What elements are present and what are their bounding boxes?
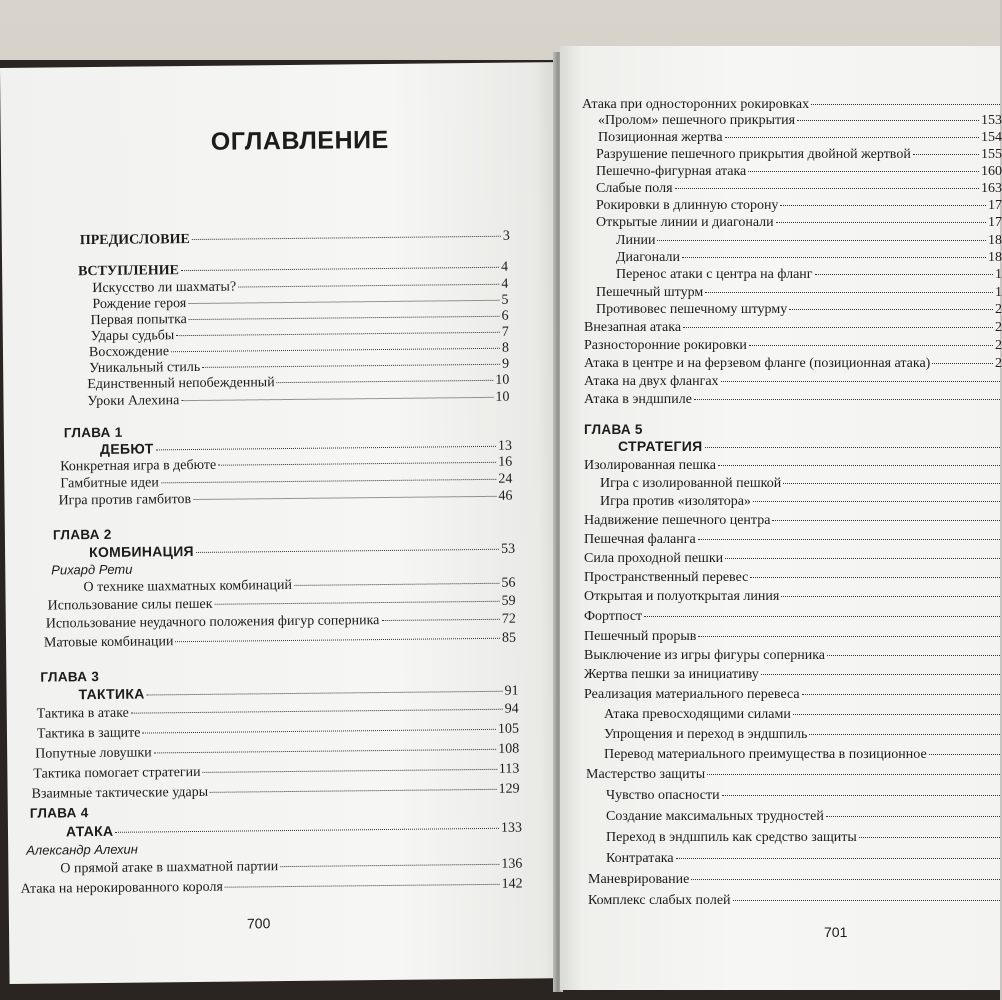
- toc-entry: Противовес пешечному штурму 2: [596, 302, 1002, 317]
- toc-entry: Тактика в атаке 94: [36, 701, 519, 722]
- toc-entry: Внезапная атака 2: [584, 320, 1002, 335]
- toc-entry: Взаимные тактические удары 129: [31, 781, 520, 802]
- toc-entry: Мастерство защиты: [586, 766, 1002, 783]
- page-title: ОГЛАВЛЕНИЕ: [210, 125, 389, 156]
- toc-entry: Открытые линии и диагонали 17: [596, 215, 1002, 230]
- toc-entry: Маневрирование: [588, 871, 1002, 888]
- chapter-label: ГЛАВА 2: [52, 526, 112, 543]
- toc-entry: Пешечно-фигурная атака 160: [596, 164, 1002, 179]
- toc-entry: Уроки Алехина 10: [87, 389, 510, 410]
- toc-entry: Единственный непобежденный 10: [87, 372, 510, 393]
- toc-entry: Игра против гамбитов 46: [58, 488, 513, 509]
- toc-entry: Уникальный стиль 9: [89, 356, 510, 377]
- toc-entry: Надвижение пешечного центра: [584, 512, 1002, 529]
- toc-entry: Атака превосходящими силами: [604, 706, 1002, 723]
- toc-entry: Создание максимальных трудностей: [606, 808, 1002, 825]
- toc-entry: Удары судьбы 7: [90, 324, 509, 345]
- toc-entry: Линии 18: [616, 233, 1002, 248]
- chapter-label: ГЛАВА 1: [63, 424, 123, 441]
- toc-entry: Слабые поля 163: [596, 181, 1002, 196]
- toc-entry: Открытая и полуоткрытая линия: [584, 588, 1002, 605]
- toc-entry: Комплекс слабых полей: [588, 892, 1002, 909]
- toc-entry: Тактика в защите 105: [36, 721, 520, 742]
- toc-entry: Рождение героя 5: [92, 292, 509, 313]
- toc-entry: КОМБИНАЦИЯ 53: [88, 541, 516, 561]
- toc-entry: Перенос атаки с центра на фланг 1: [616, 267, 1002, 282]
- toc-entry: О прямой атаке в шахматной партии 136: [60, 856, 523, 877]
- toc-entry: Тактика помогает стратегии 113: [33, 761, 520, 782]
- toc-entry: Игра с изолированной пешкой: [600, 475, 1002, 492]
- toc-entry: Жертва пешки за инициативу: [584, 666, 1002, 683]
- toc-entry: ДЕБЮТ 13: [99, 438, 513, 457]
- toc-entry: Гамбитные идеи 24: [60, 471, 513, 492]
- toc-entry: АТАКА 133: [65, 820, 523, 840]
- toc-entry: СТРАТЕГИЯ: [618, 438, 1002, 455]
- toc-entry: Игра против «изолятора»: [600, 493, 1002, 510]
- toc-entry: Атака на нерокированного короля 142: [20, 876, 523, 897]
- toc-entry: ПРЕДИСЛОВИЕ 3: [79, 228, 510, 249]
- left-page: [0, 62, 566, 984]
- chapter-label: ГЛАВА 4: [29, 805, 89, 821]
- chapter-label: ГЛАВА 3: [40, 668, 100, 685]
- toc-entry: Использование неудачного положения фигур соперника 72: [45, 611, 516, 632]
- chapter-label: ГЛАВА 5: [584, 422, 643, 437]
- right-page: [560, 46, 1000, 990]
- toc-entry: Попутные ловушки 108: [35, 741, 520, 762]
- toc-entry: Атака при односторонних рокировках: [582, 96, 1002, 113]
- author-name: Рихард Рети: [51, 561, 133, 578]
- toc-entry: Фортпост: [584, 608, 1002, 625]
- toc-entry: Атака в центре и на ферзевом фланге (позиционная атака) 2: [584, 356, 1002, 371]
- toc-entry: Конкретная игра в дебюте 16: [60, 454, 513, 475]
- toc-entry: Чувство опасности: [606, 787, 1002, 804]
- page-number: 701: [824, 924, 848, 940]
- page-number: 700: [246, 915, 271, 932]
- toc-entry: ВСТУПЛЕНИЕ 4: [78, 259, 509, 280]
- toc-entry: Контратака: [606, 850, 1002, 867]
- toc-entry: Пешечная фаланга: [584, 531, 1002, 548]
- toc-entry: Восхождение 8: [88, 340, 510, 361]
- toc-entry: Разрушение пешечного прикрытия двойной жертвой 155: [596, 147, 1002, 162]
- toc-entry: Переход в эндшпиль как средство защиты: [606, 829, 1002, 846]
- toc-entry: Перевод материального преимущества в позиционное: [604, 746, 1002, 763]
- toc-entry: ТАКТИКА 91: [78, 683, 519, 703]
- toc-entry: Изолированная пешка: [584, 457, 1002, 474]
- toc-entry: Реализация материального перевеса: [584, 686, 1002, 703]
- toc-entry: Искусство ли шахматы? 4: [92, 276, 509, 297]
- toc-entry: Позиционная жертва 154: [598, 130, 1002, 145]
- toc-entry: Пешечный штурм 1: [596, 285, 1002, 300]
- toc-entry: Диагонали 18: [616, 250, 1002, 265]
- toc-entry: Атака на двух флангах: [584, 373, 1002, 390]
- toc-entry: «Пролом» пешечного прикрытия 153: [598, 113, 1002, 128]
- toc-entry: Пешечный прорыв: [584, 628, 1002, 645]
- toc-entry: Рокировки в длинную сторону 17: [596, 198, 1002, 213]
- toc-entry: Первая попытка 6: [90, 308, 509, 329]
- toc-entry: Сила проходной пешки: [584, 550, 1002, 567]
- toc-entry: Упрощения и переход в эндшпиль: [604, 726, 1002, 743]
- toc-entry: О технике шахматных комбинаций 56: [83, 575, 516, 596]
- toc-entry: Разносторонние рокировки 2: [584, 338, 1002, 353]
- author-name: Александр Алехин: [26, 841, 138, 858]
- toc-entry: Пространственный перевес: [584, 569, 1002, 586]
- toc-entry: Использование силы пешек 59: [47, 593, 516, 614]
- toc-entry: Матовые комбинации 85: [43, 630, 517, 651]
- toc-entry: Атака в эндшпиле: [584, 391, 1002, 408]
- toc-entry: Выключение из игры фигуры соперника: [584, 647, 1002, 664]
